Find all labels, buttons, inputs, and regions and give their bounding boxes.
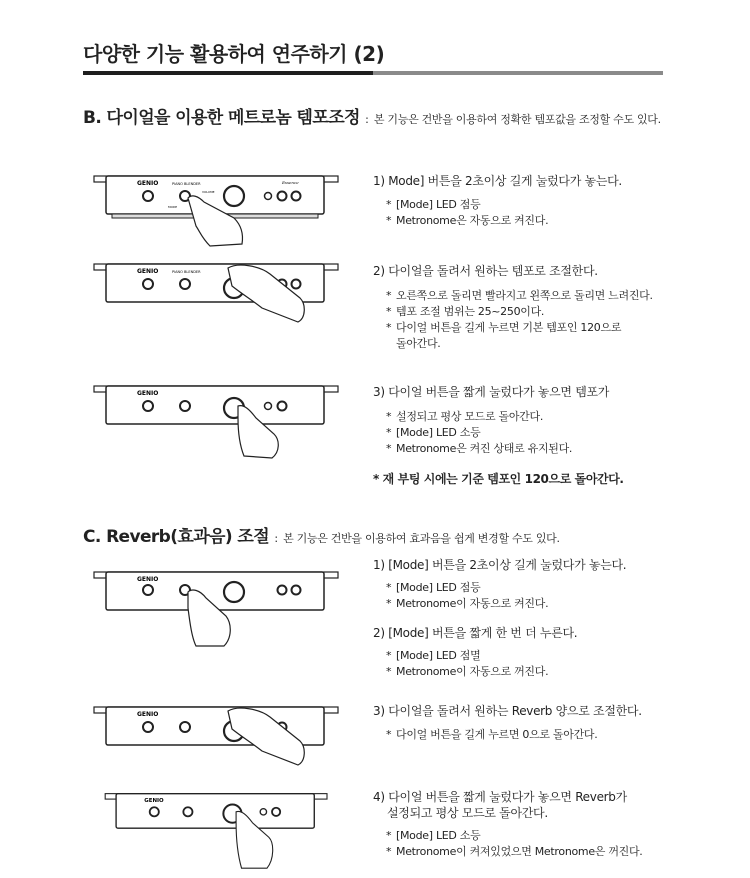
section-b-letter: B. <box>83 108 102 128</box>
model-label: PIANO BLENDER <box>172 270 201 274</box>
page-title: 다양한 기능 활용하여 연주하기 (2) <box>83 42 385 66</box>
bullet-item: * [Mode] LED 점멸 <box>386 649 481 662</box>
step-b1 <box>373 173 622 189</box>
title-rule-dark <box>83 71 373 75</box>
step-c3-bullets <box>386 727 597 743</box>
bullet-item: * 다이얼 버튼을 길게 누르면 0으로 돌아간다. <box>386 728 598 741</box>
step-number: 2) <box>373 626 385 640</box>
model-label: PIANO BLENDER <box>172 182 201 186</box>
step-number: 3) <box>373 704 385 718</box>
bullet-item: * [Mode] LED 점등 <box>386 581 481 594</box>
volume-label: VOLUME <box>202 190 215 194</box>
bullet-item: 돌아간다. <box>396 337 441 350</box>
step-text: [Mode] 버튼을 짧게 한 번 더 누른다. <box>388 626 578 640</box>
step-c2-bullets <box>386 648 548 680</box>
bullet-item: * 설정되고 평상 모드로 돌아간다. <box>386 410 544 423</box>
step-text: 다이얼을 돌려서 원하는 템포로 조절한다. <box>388 264 598 278</box>
device-illustration-c3 <box>92 703 342 783</box>
brand-label: GENIO <box>137 268 159 275</box>
section-b-colon: : <box>365 113 369 126</box>
section-b-title: 다이얼을 이용한 메트로놈 템포조정 <box>106 108 360 128</box>
device-illustration-c1 <box>92 568 342 648</box>
bullet-item: * Metronome은 자동으로 켜진다. <box>386 214 549 227</box>
step-number: 3) <box>373 385 385 399</box>
bullet-item: * Metronome은 켜진 상태로 유지된다. <box>386 442 573 455</box>
section-c-desc: 본 기능은 건반을 이용하여 효과음을 쉽게 변경할 수도 있다. <box>283 532 560 545</box>
bullet-item: * [Mode] LED 점등 <box>386 198 481 211</box>
section-b-note: * 재 부팅 시에는 기준 템포인 120으로 돌아간다. <box>373 472 624 486</box>
section-c-title: Reverb(효과음) 조절 <box>106 527 270 547</box>
brand-label: GENIO <box>137 180 159 187</box>
bullet-item: * 다이얼 버튼을 길게 누르면 기본 템포인 120으로 <box>386 321 622 334</box>
device-illustration-b1 <box>92 168 342 248</box>
bullet-item: * Metronome이 자동으로 꺼진다. <box>386 665 549 678</box>
step-c1 <box>373 557 626 573</box>
step-text: [Mode] 버튼을 2초이상 길게 눌렀다가 놓는다. <box>388 558 627 572</box>
device-illustration-b3 <box>92 382 342 462</box>
brand-label: GENIO <box>137 576 159 583</box>
section-c-heading <box>83 522 560 547</box>
step-c1-bullets <box>386 580 548 612</box>
bullet-item: * [Mode] LED 소등 <box>386 426 481 439</box>
step-b2 <box>373 263 598 279</box>
brand-label: GENIO <box>137 711 159 718</box>
step-number: 4) <box>373 790 385 804</box>
step-c2 <box>373 625 577 641</box>
section-b-heading <box>83 103 661 128</box>
step-number: 1) <box>373 558 385 572</box>
bullet-item: * Metronome이 자동으로 켜진다. <box>386 597 549 610</box>
mode-label: MODE <box>168 205 178 209</box>
device-illustration-b2 <box>92 260 342 340</box>
step-b3-bullets <box>386 409 572 457</box>
step-b1-bullets <box>386 197 548 229</box>
brand-label: GENIO <box>144 797 164 804</box>
step-text-cont: 설정되고 평상 모드로 돌아간다. <box>387 806 548 820</box>
bullet-item: * 템포 조절 범위는 25~250이다. <box>386 305 545 318</box>
step-b2-bullets <box>386 288 653 352</box>
step-c4 <box>373 789 627 821</box>
step-number: 2) <box>373 264 385 278</box>
section-b-desc: 본 기능은 건반을 이용하여 정확한 템포값을 조정할 수도 있다. <box>373 113 661 126</box>
device-illustration-c4 <box>92 790 342 870</box>
bullet-item: * [Mode] LED 소등 <box>386 829 481 842</box>
step-number: 1) <box>373 174 385 188</box>
brand-label: GENIO <box>137 390 159 397</box>
step-c4-bullets <box>386 828 643 860</box>
section-c-letter: C. <box>83 527 101 547</box>
step-text: 다이얼을 돌려서 원하는 Reverb 양으로 조절한다. <box>388 704 642 718</box>
step-c3 <box>373 703 642 719</box>
section-c-colon: : <box>274 532 278 545</box>
bullet-item: * Metronome이 켜져있었으면 Metronome은 꺼진다. <box>386 845 643 858</box>
bullet-item: * 오른쪽으로 돌리면 빨라지고 왼쪽으로 돌리면 느려진다. <box>386 289 653 302</box>
step-b3 <box>373 384 609 400</box>
step-text: Mode] 버튼을 2초이상 길게 눌렀다가 놓는다. <box>388 174 622 188</box>
step-text: 다이얼 버튼을 짧게 눌렀다가 놓으면 Reverb가 <box>388 790 627 804</box>
step-text: 다이얼 버튼을 짧게 눌렀다가 놓으면 템포가 <box>388 385 610 399</box>
essence-label: Essence <box>282 180 299 185</box>
title-rule-light <box>373 71 663 75</box>
